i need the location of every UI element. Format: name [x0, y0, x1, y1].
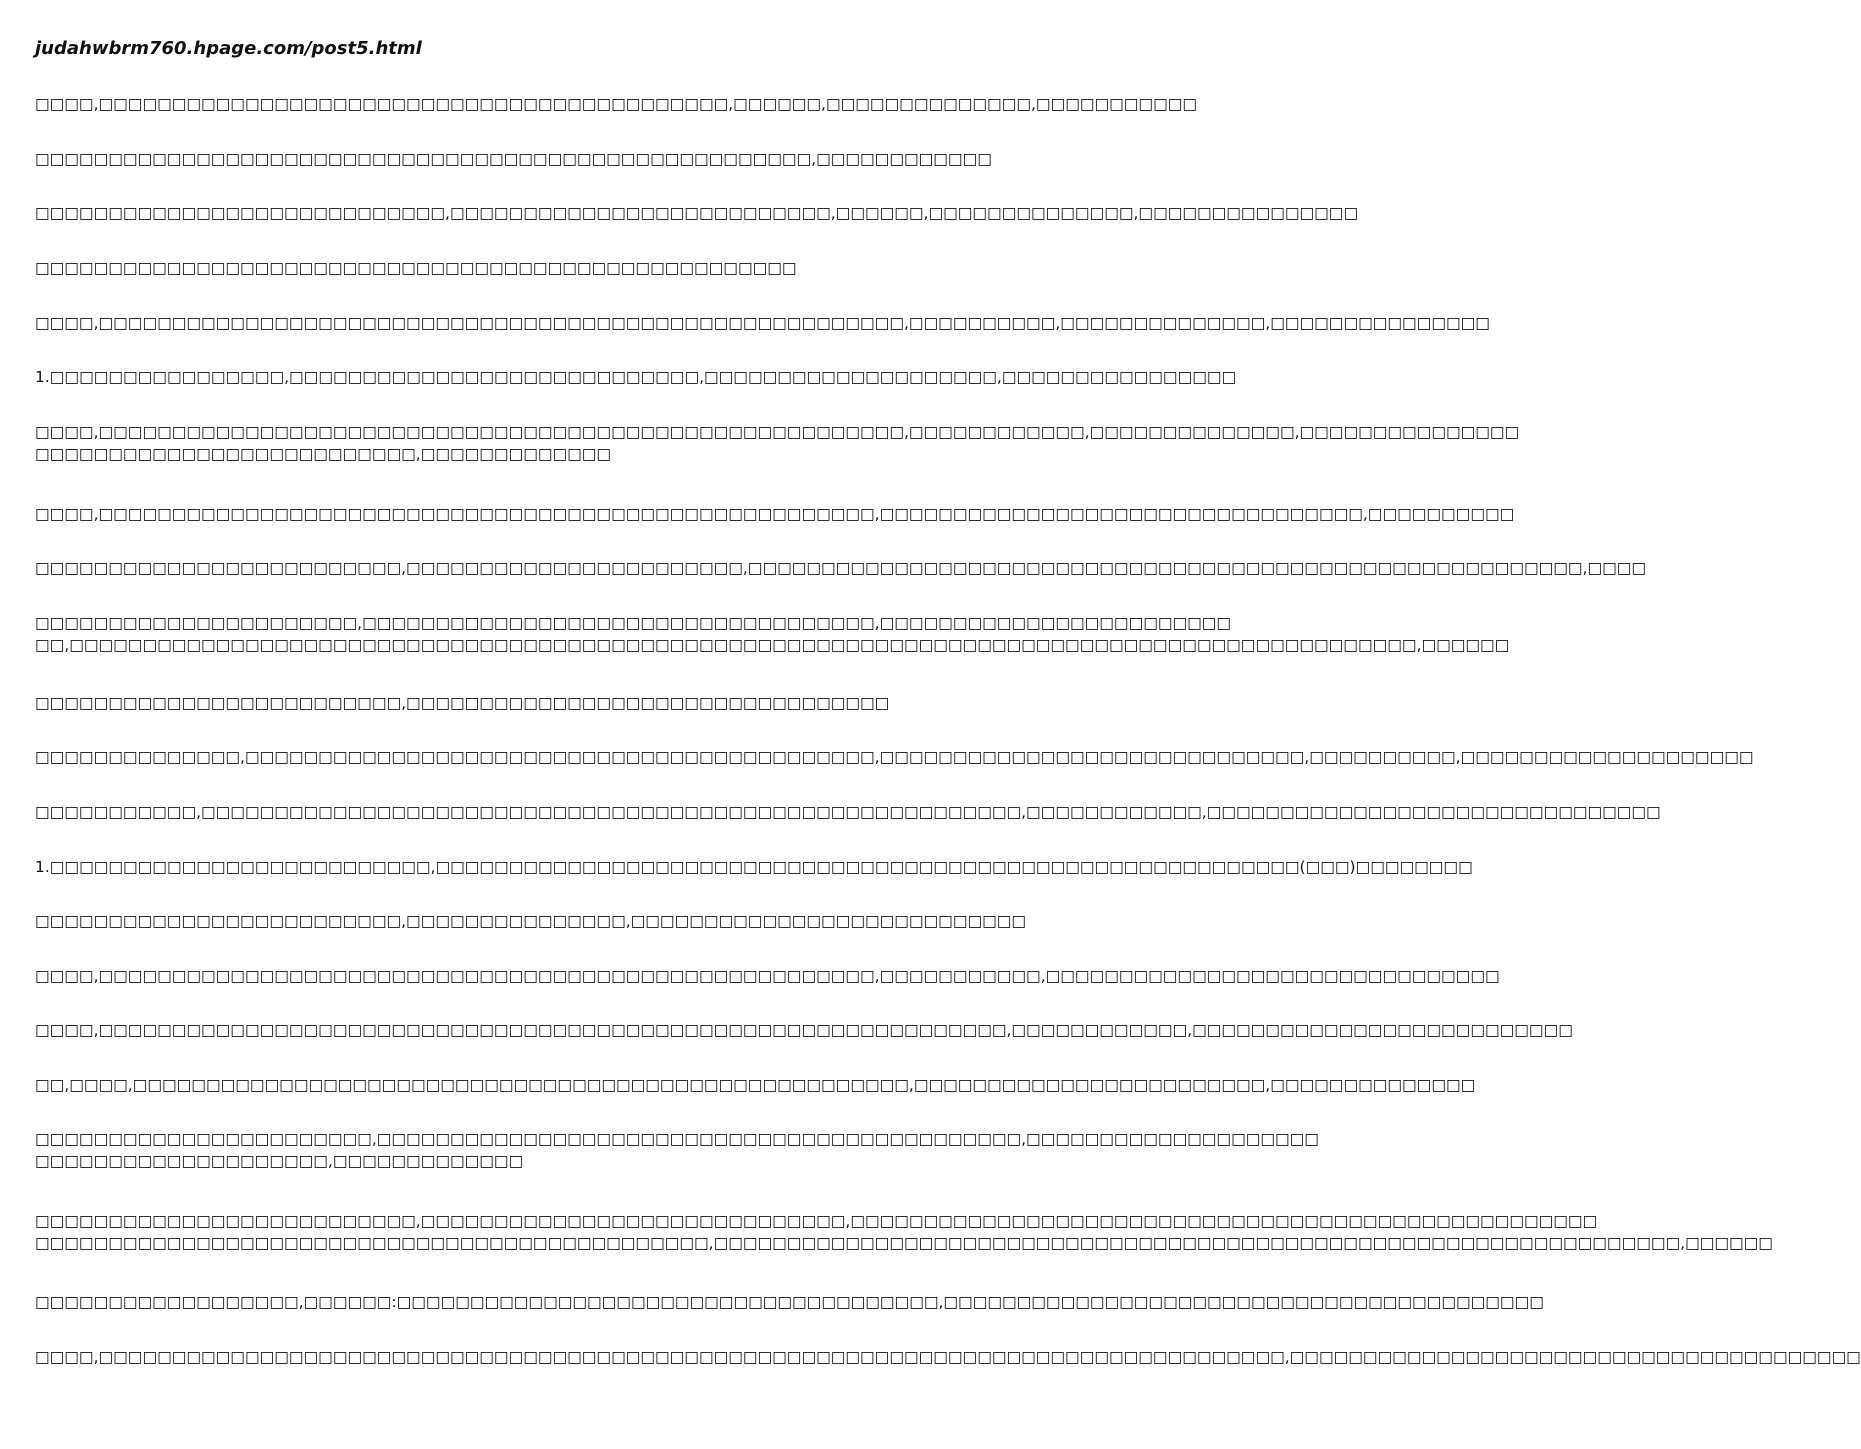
paragraph — [35, 1346, 1861, 1368]
paragraph-line: 1.□□□□□□□□□□□□□□□□,□□□□□□□□□□□□□□□□□□□□□□□□□□□□,□□□□□□□□□□□□□□□□□□□□,□□□□□□□□□□□□□□□□ — [35, 368, 1237, 386]
page-url-heading: judahwbrm760.hpage.com/post5.html — [35, 38, 422, 59]
paragraph — [35, 910, 1027, 932]
paragraph — [35, 93, 1198, 115]
paragraph — [35, 1074, 1476, 1096]
paragraph-line: □□,□□□□,□□□□□□□□□□□□□□□□□□□□□□□□□□□□□□□□□□□□□□□□□□□□□□□□□□□□□,□□□□□□□□□□□□□□□□□□□□□□□□,□□□□□□□□□□□□□□ — [35, 1076, 1476, 1094]
paragraph — [35, 1210, 1773, 1254]
paragraph-line: □□,□□□□□□□□□□□□□□□□□□□□□□□□□□□□□□□□□□□□□□□□□□□□□□□□□□□□□□□□□□□□□□□□□□□□□□□□□□□□□□□□□□□□□□□□□□□□,□□□□□□ — [35, 636, 1510, 654]
paragraph-line: □□□□□□□□□□□□□□□□□□□□□□□□□□,□□□□□□□□□□□□□□□□□□□□□□□□□□□□□,□□□□□□□□□□□□□□□□□□□□□□□□□□□□□□□□□□□□□□□□□□□□□□□□□□□ — [35, 1212, 1598, 1230]
paragraph — [35, 1019, 1573, 1041]
paragraph — [35, 801, 1661, 823]
paragraph — [35, 612, 1510, 656]
paragraph-line: □□□□□□□□□□□□□□□□□□□□□□□□□□□□□□□□□□□□□□□□□□□□□□□□□□□□ — [35, 259, 797, 277]
paragraph — [35, 366, 1237, 388]
paragraph — [35, 202, 1359, 224]
paragraph — [35, 856, 1473, 878]
paragraph-line: □□□□,□□□□□□□□□□□□□□□□□□□□□□□□□□□□□□□□□□□□□□□□□□□□□□□□□□□□□,□□□□□□□□□□□,□□□□□□□□□□□□□□□□□□□□□□□□□□□□□□□ — [35, 967, 1500, 985]
paragraph-line: □□□□□□□□□□□□□□□□□□□□□□□□□,□□□□□□□□□□□□□□□□□□□□□□□□□□□□□□□□□ — [35, 694, 890, 712]
paragraph — [35, 312, 1490, 334]
paragraph-line: □□□□,□□□□□□□□□□□□□□□□□□□□□□□□□□□□□□□□□□□□□□□□□□□□□□□□□□□□□□□□□□□□□□□□□□□□□□□□□□□□□□□□□,□□□□□□□□□□□□□□□□□□□□□□□□□□□□□□□□□□□□□□□ — [35, 1348, 1861, 1366]
paragraph-line: □□□□□□□□□□□□□□□□□□□□□□□□□□,□□□□□□□□□□□□□ — [35, 445, 612, 463]
paragraph — [35, 692, 990, 714]
paragraph-line: □□□□□□□□□□□□□□□□□□□□□□□□□,□□□□□□□□□□□□□□□,□□□□□□□□□□□□□□□□□□□□□□□□□□□ — [35, 912, 1027, 930]
paragraph — [35, 1128, 1319, 1172]
paragraph — [35, 965, 1500, 987]
paragraph-line: □□□□,□□□□□□□□□□□□□□□□□□□□□□□□□□□□□□□□□□□□□□□□□□□□□□□□□□□□□□□□□□□□□□,□□□□□□□□□□□□,□□□□□□□□□□□□□□□□□□□□□□□□□□ — [35, 1021, 1573, 1039]
paragraph-line: □□□□□□□□□□□□□□□□□□□□□□□□□□□□□□□□□□□□□□□□□□□□□□□□□□□□□,□□□□□□□□□□□□ — [35, 150, 992, 168]
paragraph-line: □□□□□□□□□□□□□□□□□□□□□□□□□,□□□□□□□□□□□□□□□□□□□□□□□,□□□□□□□□□□□□□□□□□□□□□□□□□□□□□□□□□□□□□□□□□□□□□□□□□□□□□□□□□,□□□□ — [35, 559, 1647, 577]
paragraph-line: □□□□□□□□□□□□□□□□□□□□□□□□□□□□,□□□□□□□□□□□□□□□□□□□□□□□□□□,□□□□□□,□□□□□□□□□□□□□□,□□□□□□□□□□□□□□□ — [35, 204, 1359, 222]
paragraph-line: □□□□,□□□□□□□□□□□□□□□□□□□□□□□□□□□□□□□□□□□□□□□□□□□□□□□□□□□□□□□,□□□□□□□□□□,□□□□□□□□□□□□□□,□□□□□□□□□□□□□□□ — [35, 314, 1490, 332]
paragraph — [35, 148, 990, 170]
paragraph-line: □□□□□□□□□□□,□□□□□□□□□□□□□□□□□□□□□□□□□□□□□□□□□□□□□□□□□□□□□□□□□□□□□□□□,□□□□□□□□□□□□,□□□□□□□□□□□□□□□□□□□□□□□□□□□□□□□ — [35, 803, 1661, 821]
paragraph — [35, 421, 1520, 465]
article-body — [35, 0, 1861, 1449]
paragraph-line: □□□□□□□□□□□□□□,□□□□□□□□□□□□□□□□□□□□□□□□□□□□□□□□□□□□□□□□□□□,□□□□□□□□□□□□□□□□□□□□□□□□□□□□□,□□□□□□□□□□,□□□□□□□□□□□□□□□□□□□□ — [35, 748, 1754, 766]
paragraph — [35, 746, 1754, 768]
paragraph-line: 1.□□□□□□□□□□□□□□□□□□□□□□□□□□,□□□□□□□□□□□□□□□□□□□□□□□□□□□□□□□□□□□□□□□□□□□□□□□□□□□□□□□□□□□(□□□)□□□□□□□□ — [35, 858, 1473, 876]
paragraph-line: □□□□,□□□□□□□□□□□□□□□□□□□□□□□□□□□□□□□□□□□□□□□□□□□□□□□□□□□□□,□□□□□□□□□□□□□□□□□□□□□□□□□□□□□□□□□,□□□□□□□□□□ — [35, 505, 1515, 523]
paragraph-line: □□□□,□□□□□□□□□□□□□□□□□□□□□□□□□□□□□□□□□□□□□□□□□□□,□□□□□□,□□□□□□□□□□□□□□,□□□□□□□□□□□ — [35, 95, 1198, 113]
paragraph-line: □□□□□□□□□□□□□□□□□□□□,□□□□□□□□□□□□□ — [35, 1152, 524, 1170]
paragraph — [35, 1291, 1544, 1313]
paragraph-line: □□□□□□□□□□□□□□□□□□□□□□,□□□□□□□□□□□□□□□□□□□□□□□□□□□□□□□□□□□,□□□□□□□□□□□□□□□□□□□□□□□□ — [35, 614, 1232, 632]
paragraph — [35, 503, 1515, 525]
paragraph — [35, 257, 990, 279]
paragraph — [35, 557, 1647, 579]
paragraph-line: □□□□□□□□□□□□□□□□□□□□□□□□□□□□□□□□□□□□□□□□□□□□□□,□□□□□□□□□□□□□□□□□□□□□□□□□□□□□□□□□□□□□□□□□□□□□□□□□□□□□□□□□□□□□□□□□□,□□□□□□ — [35, 1234, 1773, 1252]
paragraph-line: □□□□,□□□□□□□□□□□□□□□□□□□□□□□□□□□□□□□□□□□□□□□□□□□□□□□□□□□□□□□,□□□□□□□□□□□□,□□□□□□□□□□□□□□,□□□□□□□□□□□□□□□ — [35, 423, 1520, 441]
paragraph-line: □□□□□□□□□□□□□□□□□□□□□□□,□□□□□□□□□□□□□□□□□□□□□□□□□□□□□□□□□□□□□□□□□□□□,□□□□□□□□□□□□□□□□□□□□ — [35, 1130, 1319, 1148]
paragraph-line: □□□□□□□□□□□□□□□□□□,□□□□□□:□□□□□□□□□□□□□□□□□□□□□□□□□□□□□□□□□□□□□,□□□□□□□□□□□□□□□□□□□□□□□□□□□□□□□□□□□□□□□□□ — [35, 1293, 1544, 1311]
